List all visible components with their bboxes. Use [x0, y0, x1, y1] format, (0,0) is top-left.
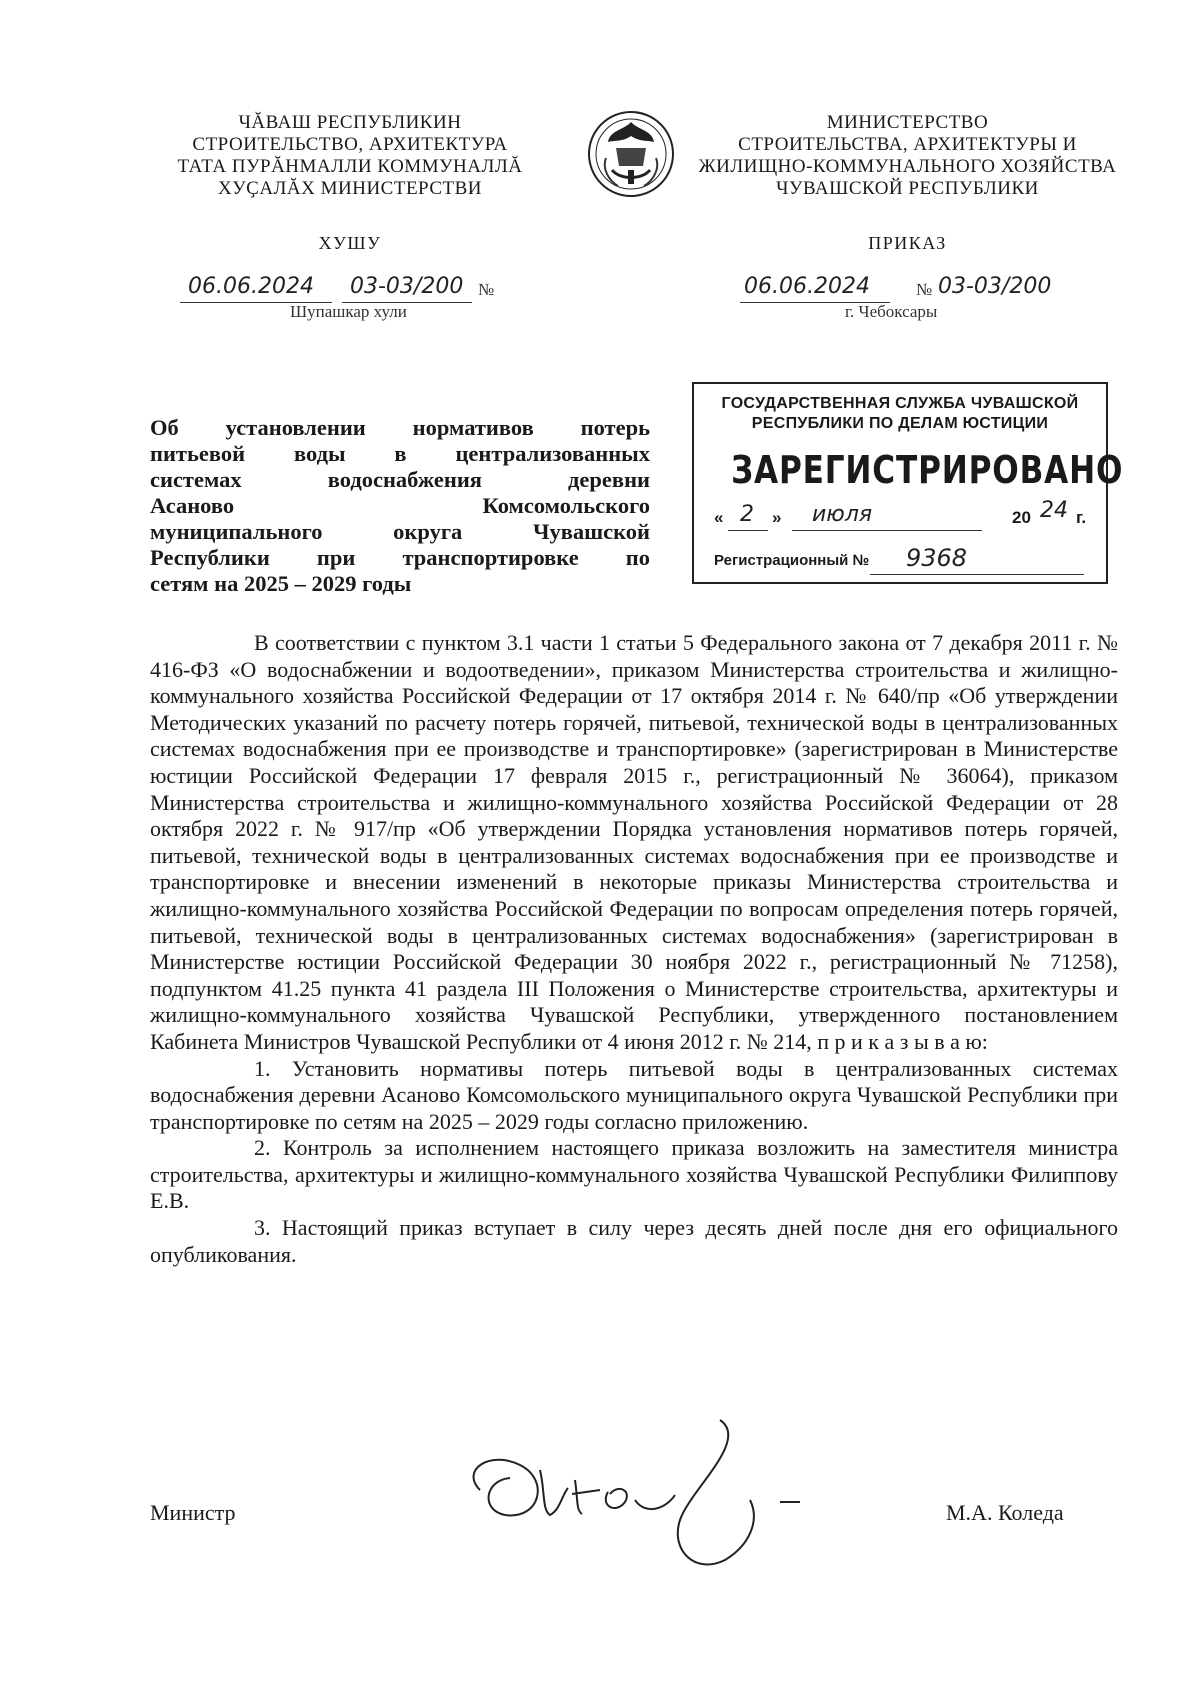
header-left-place: Шупашкар хули	[290, 302, 407, 321]
header-right-number-sign: №	[916, 280, 933, 299]
header-left-line: ТАТА ПУРĂНМАЛЛИ КОММУНАЛЛĂ	[177, 156, 523, 177]
document-body	[150, 630, 1118, 1268]
title-line: Асаново Комсомольского	[150, 493, 650, 518]
stamp-quote-close: »	[772, 508, 782, 527]
title-line: питьевой воды в централизованных	[150, 441, 650, 466]
coat-of-arms-icon	[586, 108, 676, 200]
header-right-org	[670, 112, 1145, 200]
stamp-year-suffix: 24	[1040, 498, 1068, 523]
stamp-line-2: РЕСПУБЛИКИ ПО ДЕЛАМ ЮСТИЦИИ	[751, 415, 1049, 432]
stamp-registered: ЗАРЕГИСТРИРОВАНО	[731, 448, 1124, 492]
header-left-line: ЧĂВАШ РЕСПУБЛИКИН	[238, 112, 462, 133]
stamp-reg-underline	[870, 574, 1084, 575]
stamp-line-1: ГОСУДАРСТВЕННАЯ СЛУЖБА ЧУВАШСКОЙ	[721, 395, 1079, 412]
body-item: 1. Установить нормативы потерь питьевой воды в централизованных системах водоснабжения деревни Асаново Комсомольского муниципального округа Чувашской Республики при транспортировке по сетям на 2025 – 2029 годы согласно приложению.	[150, 1055, 1118, 1134]
stamp-quote-open: «	[714, 508, 724, 527]
title-line: Об установлении нормативов потерь	[150, 415, 650, 440]
stamp-reg-row	[694, 544, 1106, 578]
stamp-date-row	[694, 498, 1106, 536]
header-left-line: ХУҪАЛĂХ МИНИСТЕРСТВИ	[217, 178, 483, 199]
title-line: муниципального округа Чувашской	[150, 519, 650, 544]
header-right-line: СТРОИТЕЛЬСТВА, АРХИТЕКТУРЫ И	[738, 134, 1077, 155]
header-right-date-row	[740, 270, 1100, 304]
header-left-number: 03-03/200	[350, 274, 464, 299]
header-right-doctype: ПРИКАЗ	[868, 233, 947, 253]
signature-name: М.А. Коледа	[946, 1500, 1064, 1525]
document-title	[150, 415, 650, 597]
signature-position: Министр	[150, 1500, 236, 1525]
stamp-month: июля	[812, 502, 873, 527]
stamp-month-underline	[792, 530, 982, 531]
header-right-line: ЧУВАШСКОЙ РЕСПУБЛИКИ	[776, 178, 1039, 199]
stamp-day-underline	[728, 530, 768, 531]
header-right-date: 06.06.2024	[744, 274, 870, 299]
body-preamble: В соответствии с пунктом 3.1 части 1 статьи 5 Федерального закона от 7 декабря 2011 г. № 416-ФЗ «О водоснабжении и водоотведении», приказом Министерства строительства и жилищно-коммунального хозяйства Российской Федерации от 17 октября 2014 г. № 640/пр «Об утверждении Методических указаний по расчету потерь горячей, питьевой, технической воды в централизованных системах водоснабжения при ее производстве и транспортировке» (зарегистрирован в Министерстве юстиции Российской Федерации 17 февраля 2015 г., регистрационный № 36064), приказом Министерства строительства и жилищно-коммунального хозяйства Российской Федерации от 28 октября 2022 г. № 917/пр «Об утверждении Порядка установления нормативов потерь горячей, питьевой, технической воды в централизованных системах водоснабжения при ее производстве и транспортировке и внесении изменений в некоторые приказы Министерства строительства и жилищно-коммунального хозяйства Российской Федерации по вопросам определения потерь горячей, питьевой, технической воды в централизованных системах водоснабжения» (зарегистрирован в Министерстве юстиции Российской Федерации 30 ноября 2022 г., регистрационный № 71258), подпунктом 41.25 пункта 41 раздела III Положения о Министерстве строительства, архитектуры и жилищно-коммунального хозяйства Чувашской Республики, утвержденного постановлением Кабинета Министров Чувашской Республики от 4 июня 2012 г. № 214, п р и к а з ы в а ю:	[150, 630, 1118, 1054]
body-item: 2. Контроль за исполнением настоящего приказа возложить на заместителя министра строительства, архитектуры и жилищно-коммунального хозяйства Чувашской Республики Филиппову Е.В.	[150, 1135, 1118, 1214]
stamp-year-unit: г.	[1076, 508, 1087, 527]
header-left-number-sign: №	[478, 280, 495, 299]
header-left-date: 06.06.2024	[188, 274, 314, 299]
header-right-line: ЖИЛИЩНО-КОММУНАЛЬНОГО ХОЗЯЙСТВА	[698, 156, 1117, 177]
header-right-place: г. Чебоксары	[845, 302, 938, 321]
body-item: 3. Настоящий приказ вступает в силу через десять дней после дня его официального опубликования.	[150, 1215, 1118, 1267]
header-left-date-row	[180, 270, 560, 304]
header-right-number: 03-03/200	[938, 274, 1052, 299]
stamp-reg-label: Регистрационный №	[714, 552, 870, 569]
header-left-line: СТРОИТЕЛЬСТВО, АРХИТЕКТУРА	[192, 134, 508, 155]
header-left-org	[140, 112, 560, 200]
stamp-year-prefix: 20	[1012, 508, 1031, 527]
handwritten-signature	[450, 1410, 830, 1580]
header-right-line: МИНИСТЕРСТВО	[826, 112, 989, 133]
stamp-reg-number: 9368	[906, 544, 968, 572]
header-left-doctype: ХУШУ	[318, 233, 382, 253]
title-line: системах водоснабжения деревни	[150, 467, 650, 492]
title-line: Республики при транспортировке по	[150, 545, 650, 570]
registration-stamp	[692, 382, 1124, 584]
stamp-day: 2	[740, 502, 754, 527]
title-line: сетям на 2025 – 2029 годы	[150, 571, 412, 596]
